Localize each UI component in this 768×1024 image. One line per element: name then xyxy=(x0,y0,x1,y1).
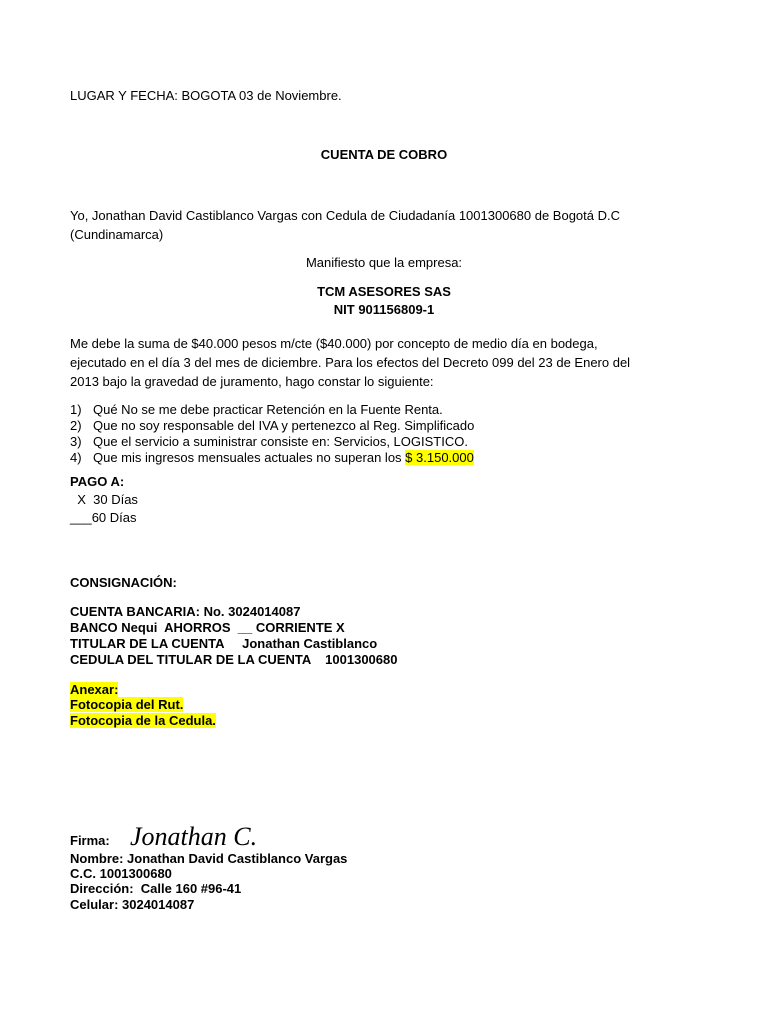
account-holder-id: CEDULA DEL TITULAR DE LA CUENTA 1001300680 xyxy=(70,652,398,667)
debt-line-2: ejecutado en el día 3 del mes de diciembre. Para los efectos del Decreto 099 del 23 de Enero del xyxy=(70,355,631,370)
list-item-text-main: Que mis ingresos mensuales actuales no superan los xyxy=(93,450,406,465)
signature-label: Firma: xyxy=(70,833,110,848)
payment-option-30: X 30 Días xyxy=(70,492,138,507)
list-item-number: 4) xyxy=(70,450,82,465)
intro-line-1: Yo, Jonathan David Castiblanco Vargas con Cedula de Ciudadanía 1001300680 de Bogotá D.C xyxy=(70,208,621,223)
signer-cc: C.C. 1001300680 xyxy=(70,866,172,881)
debt-paragraph xyxy=(70,334,698,391)
annex-item-rut xyxy=(70,697,183,713)
list-item xyxy=(70,402,710,418)
company-nit: NIT 901156809-1 xyxy=(333,302,435,317)
list-item-number: 3) xyxy=(70,434,82,449)
annex-title xyxy=(70,682,118,698)
list-item xyxy=(70,434,710,450)
handwritten-signature: Jonathan C. xyxy=(130,822,258,851)
company-name: TCM ASESORES SAS xyxy=(317,284,451,299)
payment-option-60: ___60 Días xyxy=(70,510,137,525)
bank-name: BANCO Nequi AHORROS __ CORRIENTE X xyxy=(70,620,345,635)
signature-block xyxy=(70,822,257,852)
signer-address: Dirección: Calle 160 #96-41 xyxy=(70,881,242,896)
document-title: CUENTA DE COBRO xyxy=(320,147,448,162)
signer-phone: Celular: 3024014087 xyxy=(70,897,195,912)
debt-line-3: 2013 bajo la gravedad de juramento, hago constar lo siguiente: xyxy=(70,374,434,389)
declarations-list xyxy=(70,402,710,466)
manifest-text: Manifiesto que la empresa: xyxy=(305,255,463,270)
list-item-text: Que no soy responsable del IVA y pertenezco al Reg. Simplificado xyxy=(93,418,475,433)
annex-title-text: Anexar: xyxy=(70,682,119,697)
list-item-text: Qué No se me debe practicar Retención en la Fuente Renta. xyxy=(93,402,443,417)
list-item-text: Que el servicio a suministrar consiste en: Servicios, LOGISTICO. xyxy=(93,434,468,449)
consignment-title: CONSIGNACIÓN: xyxy=(70,575,177,590)
annex-item-cedula-text: Fotocopia de la Cedula. xyxy=(70,713,216,728)
income-limit-highlight: $ 3.150.000 xyxy=(405,450,474,465)
bank-account: CUENTA BANCARIA: No. 3024014087 xyxy=(70,604,301,619)
list-item xyxy=(70,418,710,434)
annex-item-cedula xyxy=(70,713,216,729)
intro-line-2: (Cundinamarca) xyxy=(70,227,164,242)
list-item-number: 1) xyxy=(70,402,82,417)
place-date: LUGAR Y FECHA: BOGOTA 03 de Noviembre. xyxy=(70,88,342,103)
list-item-number: 2) xyxy=(70,418,82,433)
signer-name: Nombre: Jonathan David Castiblanco Vargas xyxy=(70,851,348,866)
list-item-text xyxy=(93,450,474,466)
account-holder: TITULAR DE LA CUENTA Jonathan Castiblanco xyxy=(70,636,378,651)
debt-line-1: Me debe la suma de $40.000 pesos m/cte ($40.000) por concepto de medio día en bodega, xyxy=(70,336,598,351)
intro-paragraph xyxy=(70,206,698,244)
list-item xyxy=(70,450,710,466)
payment-title: PAGO A: xyxy=(70,474,125,489)
annex-item-rut-text: Fotocopia del Rut. xyxy=(70,697,184,712)
